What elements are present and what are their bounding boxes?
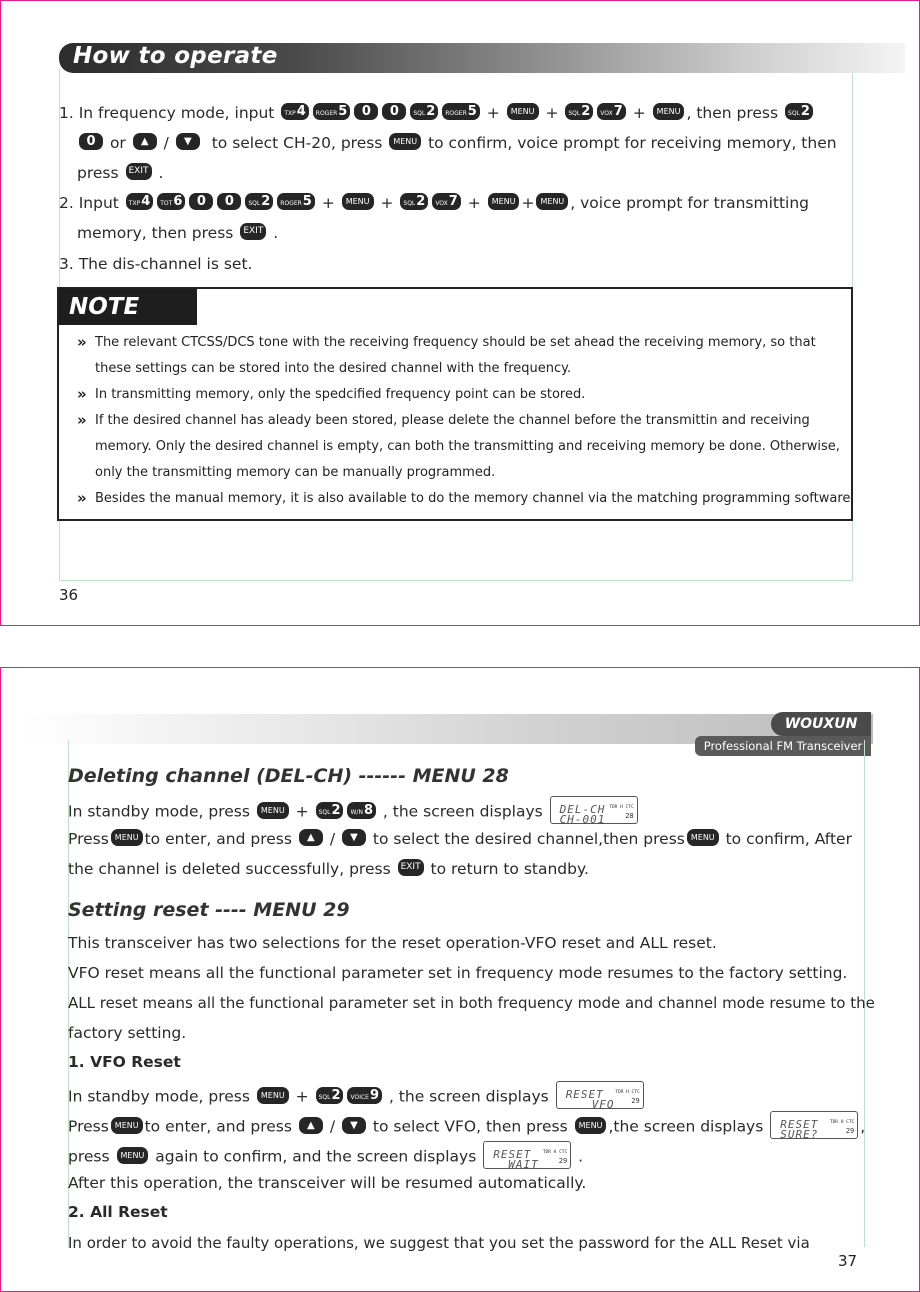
body-text: , the screen displays (388, 1087, 549, 1106)
key-exit-icon: EXIT (398, 859, 424, 876)
step-2-line-b (77, 223, 278, 243)
reset-para-2: VFO reset means all the functional parameter set in frequency mode resumes to the factory setting. (68, 964, 848, 982)
bullet-icon: » (77, 411, 84, 429)
vfo-line-1 (68, 1083, 646, 1111)
note-line: these settings can be stored into the desired channel with the frequency. (95, 361, 572, 376)
slash: / (329, 830, 336, 848)
up-arrow-key-icon: ▲ (299, 829, 323, 846)
down-arrow-key-icon: ▼ (176, 133, 200, 150)
note-line: In transmitting memory, only the spedcified frequency point can be stored. (95, 387, 586, 402)
page-number: 36 (59, 586, 79, 604)
reset-para-3b: factory setting. (68, 1024, 187, 1042)
del-line-3 (68, 859, 589, 879)
plus-sign: + (295, 802, 309, 821)
body-text: to select the desired channel,then press (372, 830, 685, 848)
lcd-indicators: TDR H CTC (829, 1120, 855, 1125)
key-roger5-icon: ROGER5 (442, 103, 480, 120)
body-text: In standby mode, press (68, 802, 250, 821)
body-text: to confirm, After (725, 830, 852, 848)
key-sql2-icon: SQL2 (316, 802, 344, 819)
note-line: Besides the manual memory, it is also available to do the memory channel via the matching programming software. (95, 491, 855, 506)
step-1-line-b (77, 133, 837, 153)
step-1-line-c (77, 163, 163, 183)
page-number: 37 (838, 1252, 858, 1270)
step-1-line-a (59, 103, 815, 123)
key-menu-icon: MENU (117, 1147, 149, 1164)
key-sql2-icon: SQL2 (410, 103, 438, 120)
body-text: . (578, 1147, 584, 1166)
step-text: press (77, 164, 119, 182)
key-txp4-icon: TXP4 (126, 193, 153, 210)
key-sql2-icon: SQL2 (245, 193, 273, 210)
key-roger5-icon: ROGER5 (277, 193, 315, 210)
lcd-text: RESET (565, 1088, 604, 1101)
lcd-menu-number: 29 (631, 1097, 640, 1105)
body-text: Press (68, 1117, 109, 1136)
key-menu-icon: MENU (257, 802, 289, 819)
all-line-1: In order to avoid the faulty operations, we suggest that you set the password for the ALL Reset via (68, 1234, 810, 1252)
down-arrow-key-icon: ▼ (342, 1117, 366, 1134)
key-tot6-icon: TOT6 (157, 193, 185, 210)
lcd-text: WAIT (508, 1158, 539, 1171)
step-3: 3. The dis-channel is set. (59, 255, 253, 273)
vfo-line-2 (68, 1113, 865, 1141)
body-text: , (860, 1117, 866, 1136)
step-2-line-a (59, 193, 809, 213)
lcd-screen (483, 1141, 571, 1169)
note-header (59, 289, 197, 325)
plus-sign: + (632, 104, 646, 122)
step-text: 1. In frequency mode, input (59, 104, 275, 122)
bullet-icon: » (77, 489, 84, 507)
key-roger5-icon: ROGER5 (313, 103, 351, 120)
body-text: In standby mode, press (68, 1087, 250, 1106)
vfo-line-3 (68, 1143, 583, 1171)
step-text: , then press (686, 104, 779, 122)
key-vox7-icon: VOX7 (597, 103, 626, 120)
bullet-icon: » (77, 385, 84, 403)
subsection-title: 2. All Reset (68, 1203, 168, 1221)
lcd-text: RESET (493, 1148, 532, 1161)
slash: / (329, 1117, 336, 1136)
key-menu-icon: MENU (342, 193, 374, 210)
lcd-indicators: TDR H CTC (542, 1150, 568, 1155)
note-line: memory. Only the desired channel is empty, can both the transmitting and receiving memory be done. Otherwise, (95, 439, 840, 454)
lcd-text: SURE? (780, 1128, 819, 1141)
banner-title: How to operate (73, 43, 278, 69)
key-menu-icon: MENU (111, 1117, 143, 1134)
key-menu-icon: MENU (257, 1087, 289, 1104)
up-arrow-key-icon: ▲ (299, 1117, 323, 1134)
note-line: If the desired channel has aleady been stored, please delete the channel before the transmittin and receiving (95, 413, 810, 428)
page-36 (0, 0, 920, 626)
subsection-title: 1. VFO Reset (68, 1053, 181, 1071)
key-0-icon: 0 (354, 103, 378, 120)
lcd-text: DEL-CH (559, 803, 606, 816)
key-menu-icon: MENU (536, 193, 568, 210)
vfo-line-4: After this operation, the transceiver will be resumed automatically. (68, 1174, 587, 1192)
slash: / (163, 134, 169, 152)
key-menu-icon: MENU (653, 103, 685, 120)
bullet-icon: » (77, 333, 84, 351)
key-sql2-icon: SQL2 (316, 1087, 344, 1104)
body-text: to select VFO, then press (372, 1117, 568, 1136)
plus-sign: + (486, 104, 500, 122)
lcd-indicators: TDR H CTC (615, 1090, 640, 1095)
lcd-screen (556, 1081, 644, 1109)
note-title: NOTE (69, 294, 140, 320)
lcd-menu-number: 28 (625, 812, 634, 820)
key-0-icon: 0 (217, 193, 241, 210)
lcd-screen (550, 796, 638, 824)
plus-sign: + (545, 104, 559, 122)
body-text: press (68, 1147, 110, 1166)
step-text: to select CH-20, press (211, 134, 383, 152)
plus-sign: + (295, 1087, 309, 1106)
note-box (57, 287, 853, 521)
step-text: . (273, 224, 279, 242)
step-text: to confirm, voice prompt for receiving memory, then (428, 134, 837, 152)
key-sql2-icon: SQL2 (400, 193, 428, 210)
key-menu-icon: MENU (111, 829, 143, 846)
key-menu-icon: MENU (507, 103, 539, 120)
del-line-1 (68, 798, 640, 826)
body-text: to enter, and press (144, 830, 292, 848)
note-line: The relevant CTCSS/DCS tone with the receiving frequency should be set ahead the receiving memory, so that (95, 335, 816, 350)
plus-sign: + (467, 194, 481, 212)
lcd-screen (770, 1111, 858, 1139)
key-0-icon: 0 (382, 103, 406, 120)
lcd-text: VFO (591, 1098, 615, 1111)
key-exit-icon: EXIT (240, 223, 266, 240)
step-text: 2. Input (59, 194, 119, 212)
key-vox7-icon: VOX7 (432, 193, 461, 210)
lcd-text: RESET (780, 1118, 819, 1131)
up-arrow-key-icon: ▲ (133, 133, 157, 150)
key-sql2-icon: SQL2 (565, 103, 593, 120)
body-text: to enter, and press (144, 1117, 292, 1136)
key-0-icon: 0 (79, 133, 103, 150)
plus-sign: + (380, 194, 394, 212)
key-menu-icon: MENU (575, 1117, 607, 1134)
step-text: , voice prompt for transmitting (570, 194, 809, 212)
key-sql2-icon: SQL2 (785, 103, 813, 120)
reset-para-3a: ALL reset means all the functional parameter set in both frequency mode and channel mode resume to the (68, 994, 875, 1012)
section-heading: Deleting channel (DEL-CH) ------ MENU 28 (68, 765, 509, 787)
lcd-text: CH-001 (559, 813, 606, 826)
body-text: , the screen displays (382, 802, 543, 821)
key-menu-icon: MENU (488, 193, 520, 210)
body-text: ,the screen displays (608, 1117, 764, 1136)
note-line: only the transmitting memory can be manually programmed. (95, 465, 496, 480)
body-text: the channel is deleted successfully, press (68, 860, 391, 878)
section-heading: Setting reset ---- MENU 29 (68, 899, 350, 921)
step-text: memory, then press (77, 224, 234, 242)
key-wn8-icon: W/N8 (347, 802, 376, 819)
step-text: . (158, 164, 164, 182)
body-text: Press (68, 830, 109, 848)
brand-logo: WOUXUN (771, 712, 871, 736)
body-text: again to confirm, and the screen displays (155, 1147, 477, 1166)
lcd-menu-number: 29 (558, 1157, 568, 1165)
plus-sign: + (321, 194, 335, 212)
plus-sign: + (521, 194, 535, 212)
key-voice9-icon: VOICE9 (347, 1087, 382, 1104)
key-exit-icon: EXIT (126, 163, 152, 180)
brand-tagline: Professional FM Transceiver (695, 736, 871, 756)
down-arrow-key-icon: ▼ (342, 829, 366, 846)
body-text: to return to standby. (430, 860, 589, 878)
key-menu-icon: MENU (389, 133, 421, 150)
step-text: or (109, 134, 126, 152)
del-line-2 (68, 829, 852, 849)
lcd-menu-number: 29 (845, 1127, 855, 1135)
key-menu-icon: MENU (687, 829, 719, 846)
lcd-indicators: TDR H CTC (609, 805, 634, 810)
reset-para-1: This transceiver has two selections for the reset operation-VFO reset and ALL reset. (68, 934, 717, 952)
key-0-icon: 0 (189, 193, 213, 210)
section-banner (59, 43, 905, 73)
key-txp4-icon: TXP4 (281, 103, 308, 120)
